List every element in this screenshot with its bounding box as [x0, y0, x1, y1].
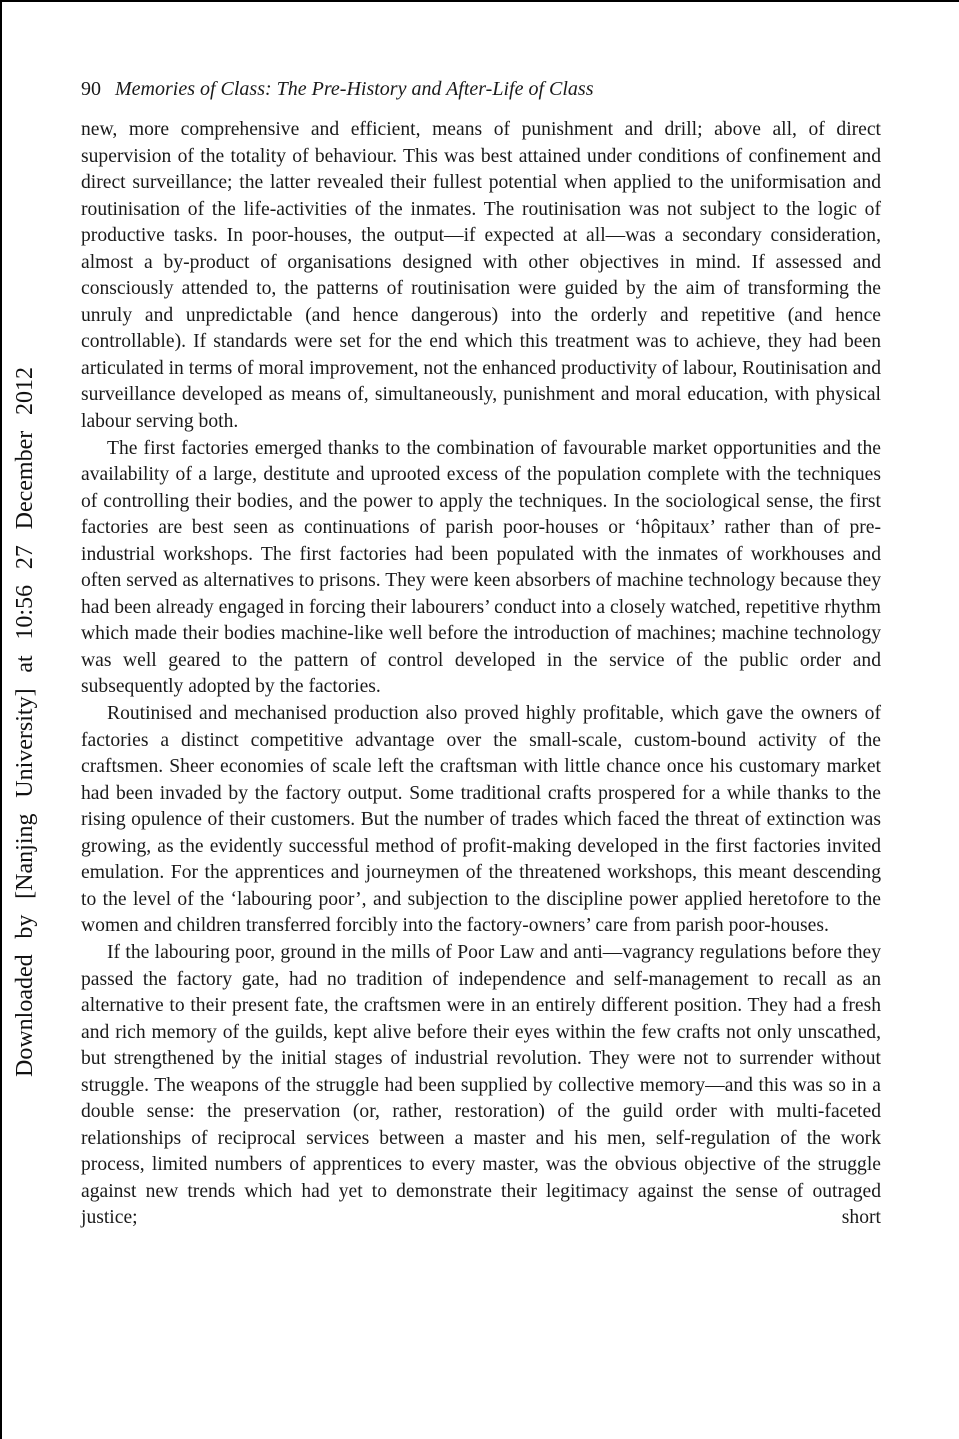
paragraph-2: The first factories emerged thanks to the combination of favourable market opportunities and the availability of a large, destitute and uprooted excess of the population complete with the techniques of controlling their bodies, and the power to apply the techniques. In the sociological sense, the first factories are best seen as continuations of parish poor-houses or ‘hôpitaux’ rather than of pre-industrial workshops. The first factories had been populated with the inmates of workhouses and often served as alternatives to prisons. They were keen absorbers of machine technology because they had been already engaged in forcing their labourers’ conduct into a closely watched, repetitive rhythm which made their bodies machine-like well before the introduction of machines; machine technology was well geared to the pattern of control developed in the service of the public order and subsequently adopted by the factories. [81, 437, 881, 698]
paragraph-4: If the labouring poor, ground in the mills of Poor Law and anti—vagrancy regulations before they passed the factory gate, had no tradition of independence and self-management to recall as an alternative to their present fate, the craftsmen were in an entirely different position. They had a fresh and rich memory of the guilds, kept alive before their eyes within the few crafts not only unscathed, but strengthened by the initial stages of industrial revolution. They were not to surrender without struggle. The weapons of the struggle had been supplied by collective memory—and this was so in a double sense: the preservation (or, rather, restoration) of the guild order with multi-faceted relationships of reciprocal services between a master and his men, self-regulation of the work process, limited numbers of apprentices to every master, was the obvious objective of the struggle against new trends which had yet to demonstrate their legitimacy against the sense of outraged justice; short [81, 941, 881, 1229]
paragraph-3: Routinised and mechanised production also proved highly profitable, which gave the owners of factories a distinct competitive advantage over the small-scale, custom-bound activity of the craftsmen. Sheer economies of scale left the craftsman with little chance once his customary market had been invaded by the factory output. Some traditional crafts prospered for a while thanks to the rising opulence of their customers. But the number of trades which faced the threat of extinction was growing, as the evidently successful method of profit-making developed in the first factories invited emulation. For the apprentices and journeymen of the threatened workshops, this meant descending to the level of the ‘labouring poor’, and subjection to the discipline power applied heretofore to the women and children transferred forcibly into the factory-owners’ care from parish poor-houses. [81, 703, 881, 937]
download-stamp: Downloaded by [Nanjing University] at 10:56 27 December 2012 [12, 367, 38, 1077]
book-title: Memories of Class: The Pre-History and After-Life of Class [115, 78, 594, 100]
paragraph-1: new, more comprehensive and efficient, means of punishment and drill; above all, of direct supervision of the totality of behaviour. This was best attained under conditions of confinement and direct surveillance; the latter revealed their fullest potential when applied to the uniformisation and routinisation of the life-activities of the inmates. The routinisation was not subject to the logic of productive tasks. In poor-houses, the output—if expected at all—was a secondary consideration, almost a by-product of organisations designed with other objectives in mind. If assessed and consciously attended to, the patterns of routinisation were guided by the aim of transforming the unruly and unpredictable (and hence dangerous) into the orderly and repetitive (and hence controllable). If standards were set for the end which this treatment was to achieve, they had been articulated in terms of moral improvement, not the enhanced productivity of labour, Routinisation and surveillance developed as means of, simultaneously, punishment and moral education, with physical labour serving both. [81, 119, 881, 433]
running-head [81, 76, 891, 102]
body-text [81, 117, 881, 1232]
page-number: 90 [81, 78, 101, 100]
